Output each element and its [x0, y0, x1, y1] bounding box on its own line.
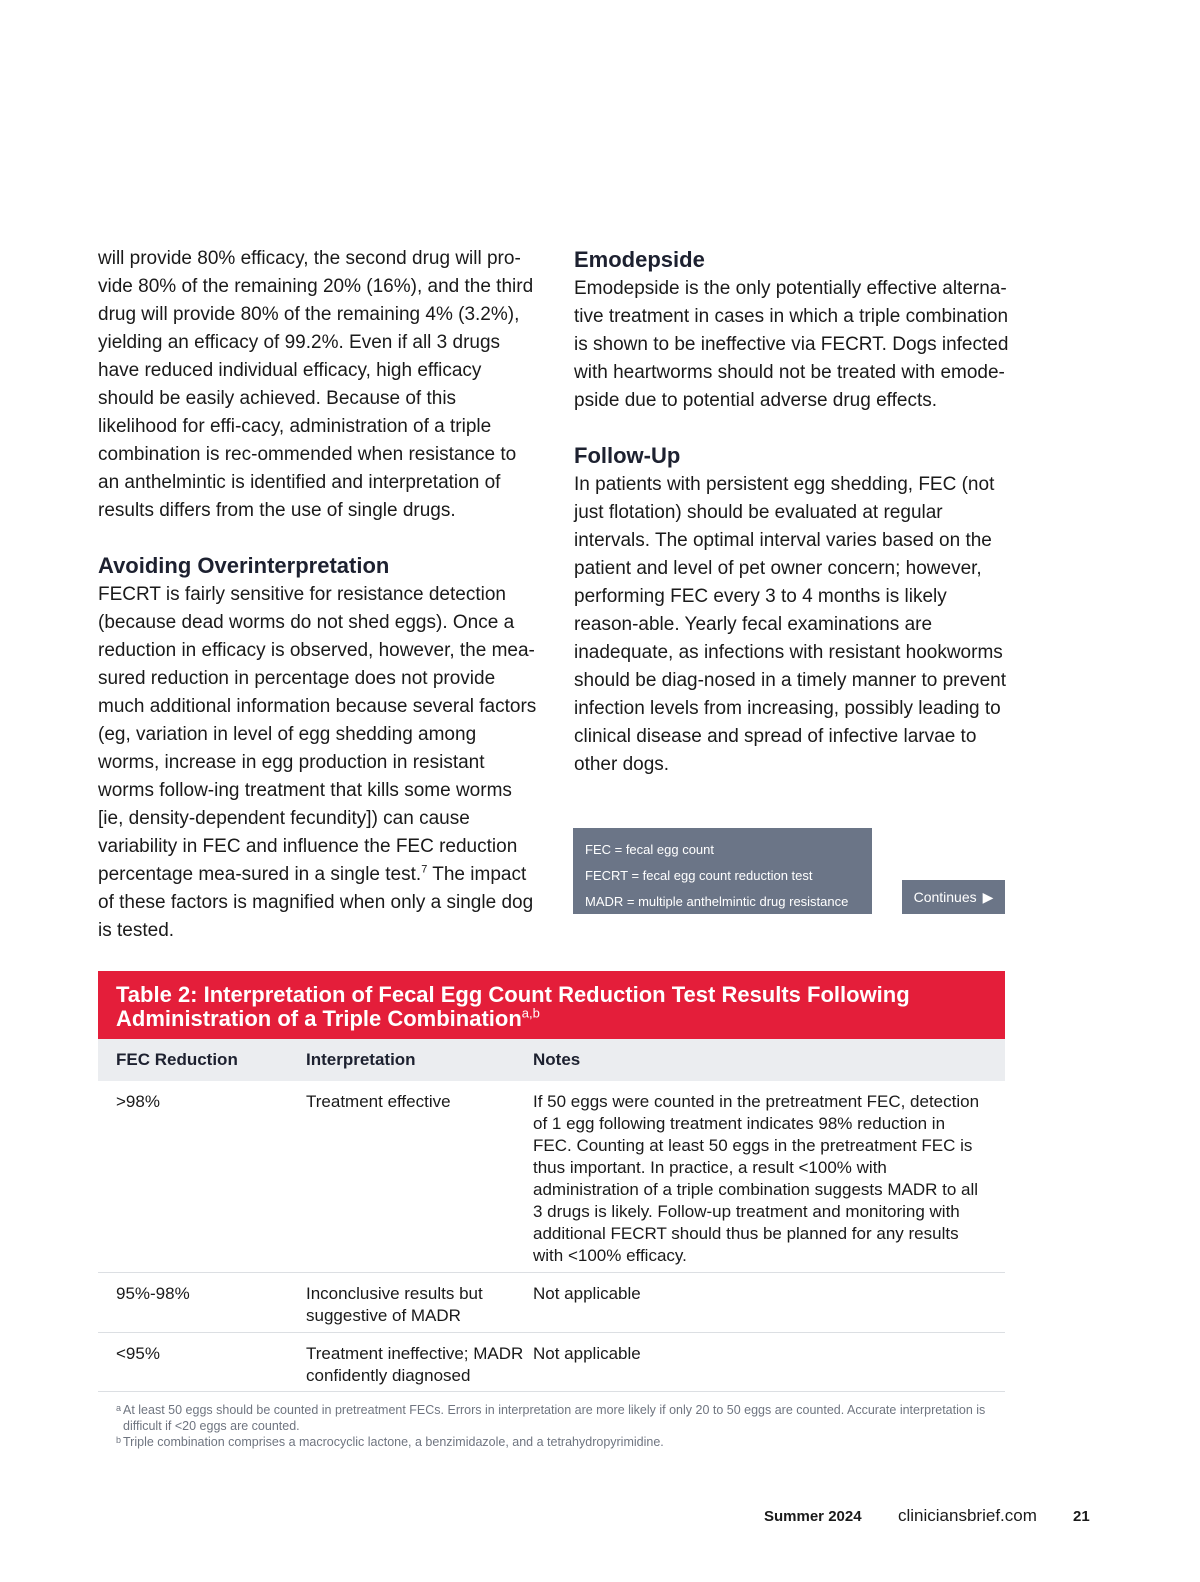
cell-notes: Not applicable [533, 1344, 641, 1363]
footnote-b [116, 1434, 1005, 1450]
right-column [574, 245, 1014, 779]
emodepside-heading: Emodepside [574, 247, 705, 272]
play-arrow-icon: ▶ [982, 888, 994, 905]
table-title-superscript: a,b [521, 1005, 540, 1021]
cell-notes: If 50 eggs were counted in the pretreatment FEC, detection of 1 egg following treatment indicates 98% reduction in FEC. Counting at least 50 eggs in the pretreatment FEC is thus important. In practice, a result <100% with administration of a triple combination suggests MADR to all 3 drugs is likely. Follow-up treatment and monitoring with additional FECRT should thus be planned for any results with <100% efficacy. [533, 1092, 980, 1265]
cell-notes: Not applicable [533, 1284, 641, 1303]
table-title [98, 971, 1005, 1039]
page-number: 21 [1073, 1507, 1090, 1525]
cell-interpretation: Treatment effective [306, 1092, 451, 1111]
table-row [98, 1081, 1005, 1273]
footnote-text: Triple combination comprises a macrocyclic lactone, a benzimidazole, and a tetrahydropyrimidine. [123, 1435, 664, 1449]
abbreviation-item: FEC = fecal egg count [585, 842, 714, 857]
site-link[interactable]: cliniciansbrief.com [898, 1506, 1037, 1525]
footnote-mark: b [116, 1435, 122, 1445]
cell-reduction: <95% [116, 1344, 160, 1363]
column-header-fec-reduction: FEC Reduction [116, 1050, 238, 1069]
abbreviations-box [573, 828, 872, 914]
table-footnotes [98, 1402, 1005, 1450]
table-header-row [98, 1039, 1005, 1081]
continues-label: Continues [913, 889, 977, 905]
table-row [98, 1333, 1005, 1392]
cell-reduction: 95%-98% [116, 1284, 190, 1303]
footnote-a [116, 1402, 1005, 1434]
followup-body: In patients with persistent egg shedding, FEC (not just flotation) should be evaluated at regular intervals. The optimal interval varies based on the patient and level of pet owner concern; however, performing FEC every 3 to 4 months is likely reason-able. Yearly fecal examinations are inadequate, as infections with resistant hookworms should be diag-nosed in a timely manner to prevent infection levels from increasing, possibly leading to clinical disease and spread of infective larvae to other dogs. [574, 474, 1006, 775]
citation-7: 7 [421, 863, 428, 876]
left-column [98, 245, 538, 945]
issue-label: Summer 2024 [764, 1507, 862, 1525]
column-header-interpretation: Interpretation [306, 1050, 416, 1069]
footnote-text: At least 50 eggs should be counted in pretreatment FECs. Errors in interpretation are more likely if only 20 to 50 eggs are counted. Accurate interpretation is difficult if <20 eggs are counted. [123, 1403, 986, 1433]
overinterpretation-body [98, 581, 538, 945]
cell-reduction: >98% [116, 1092, 160, 1111]
overinterpretation-text: FECRT is fairly sensitive for resistance detection (because dead worms do not shed eggs). Once a reduction in efficacy is observed, however, the mea-sured reduction in percentage does not provide much additional information because several factors (eg, variation in level of egg shedding among worms, increase in egg production in resistant worms follow-ing treatment that kills some worms [ie, density-dependent fecundity]) can cause variability in FEC and influence the FEC reduction percentage mea-sured in a single test. [98, 584, 537, 885]
footnote-mark: a [116, 1403, 122, 1413]
table-2 [98, 971, 1005, 1450]
cell-interpretation: Inconclusive results but suggestive of MADR [306, 1284, 483, 1325]
overinterpretation-text-end: The impact of these factors is magnified when only a single dog is tested. [98, 864, 534, 941]
cell-interpretation: Treatment ineffective; MADR confidently diagnosed [306, 1344, 524, 1385]
followup-heading: Follow-Up [574, 443, 681, 468]
table-row [98, 1273, 1005, 1333]
table-title-text: Table 2: Interpretation of Fecal Egg Count Reduction Test Results Following Administration of a Triple Combination [116, 982, 910, 1031]
abbreviation-item: FECRT = fecal egg count reduction test [585, 868, 813, 883]
continues-button[interactable] [902, 880, 1005, 914]
overinterpretation-heading: Avoiding Overinterpretation [98, 553, 390, 578]
emodepside-body: Emodepside is the only potentially effective alterna-tive treatment in cases in which a triple combination is shown to be ineffective via FECRT. Dogs infected with heartworms should not be treated with emode-pside due to potential adverse drug effects. [574, 278, 1009, 411]
abbreviation-item: MADR = multiple anthelmintic drug resistance [585, 894, 849, 909]
column-header-notes: Notes [533, 1050, 581, 1069]
intro-paragraph: will provide 80% efficacy, the second drug will pro-vide 80% of the remaining 20% (16%), and the third drug will provide 80% of the remaining 4% (3.2%), yielding an efficacy of 99.2%. Even if all 3 drugs have reduced individual efficacy, high efficacy should be easily achieved. Because of this likelihood for effi-cacy, administration of a triple combination is rec-ommended when resistance to an anthelmintic is identified and interpretation of results differs from the use of single drugs. [98, 248, 534, 521]
